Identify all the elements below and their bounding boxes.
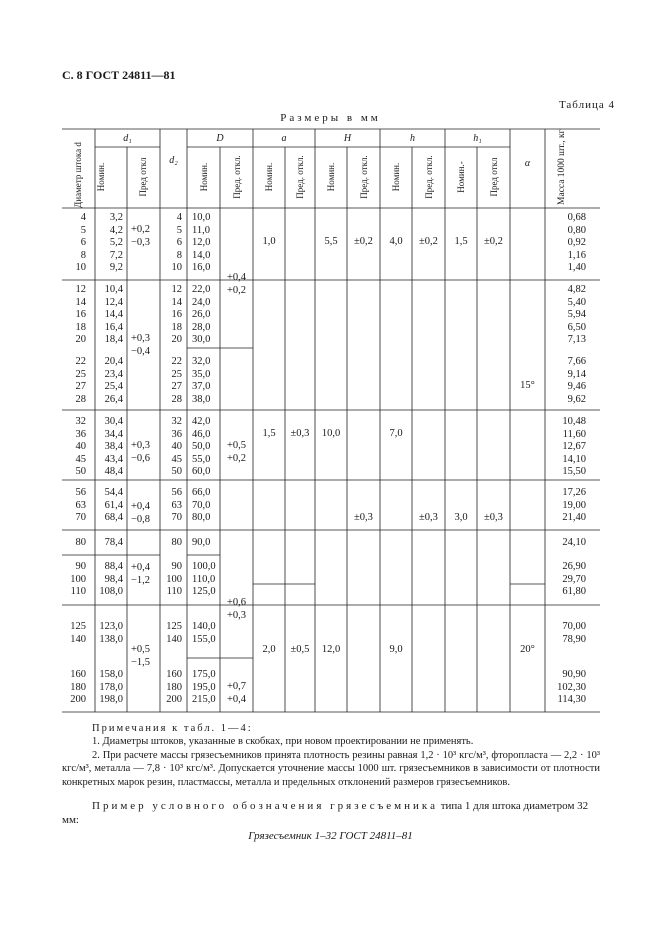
cell-h-tol: ±0,3 xyxy=(419,512,438,523)
col-header-h-tol: Пред. откл. xyxy=(424,155,434,199)
cell-d: 32 36 40 45 50 xyxy=(75,416,86,478)
cell-mass: 24,10 xyxy=(562,537,586,548)
cell-d: 80 xyxy=(75,537,86,548)
notes-title: Примечания к табл. 1—4: xyxy=(92,723,253,734)
col-header-h-nom: Номин. xyxy=(391,162,401,192)
col-header-a-tol: Пред. откл. xyxy=(295,155,305,199)
page-header: С. 8 ГОСТ 24811—81 xyxy=(62,68,176,82)
cell-d1-tol: +0,2 −0,3 xyxy=(131,224,151,248)
cell-h1-nom: 1,5 xyxy=(454,236,468,247)
table-label: Таблица 4 xyxy=(558,99,615,111)
cell-H-tol: ±0,3 xyxy=(354,512,373,523)
col-header-mass: Масса 1000 шт., кг xyxy=(557,129,567,205)
cell-D: 42,0 46,0 50,0 55,0 60,0 xyxy=(192,416,211,478)
col-header-D-tol: Пред. откл. xyxy=(232,155,242,199)
cell-h-nom: 9,0 xyxy=(389,644,403,655)
cell-d1: 54,4 61,4 68,4 xyxy=(104,487,123,524)
cell-a-tol: ±0,3 xyxy=(290,428,310,439)
cell-d1: 20,4 23,4 25,4 26,4 xyxy=(104,356,123,405)
cell-d1: 78,4 xyxy=(104,537,123,548)
cell-d: 56 63 70 xyxy=(75,487,86,524)
example-rest: типа 1 для штока диаметром 32 мм: xyxy=(62,800,589,826)
cell-d1: 123,0 138,0 xyxy=(99,621,123,645)
cell-d1: 158,0 178,0 198,0 xyxy=(99,669,123,706)
cell-D: 100,0 110,0 125,0 xyxy=(192,561,216,598)
cell-D-tol: +0,5 +0,2 xyxy=(227,440,247,464)
col-header-H-nom: Номин. xyxy=(326,162,336,192)
cell-h-nom: 4,0 xyxy=(389,236,403,247)
units-label: Размеры в мм xyxy=(280,112,381,124)
cell-d: 90 100 110 xyxy=(70,561,86,598)
cell-h-tol: ±0,2 xyxy=(419,236,438,247)
cell-d: 160 180 200 xyxy=(70,669,86,706)
col-header-H-tol: Пред. откл. xyxy=(359,155,369,199)
cell-mass: 0,68 0,80 0,92 1,16 1,40 xyxy=(567,212,586,274)
col-header-h1-nom: Номин.- xyxy=(456,161,466,193)
cell-d2: 56 63 70 xyxy=(171,487,182,524)
cell-D: 175,0 195,0 215,0 xyxy=(192,669,216,706)
cell-D: 22,0 24,0 26,0 28,0 30,0 xyxy=(192,284,211,346)
cell-D: 66,0 70,0 80,0 xyxy=(192,487,211,524)
col-header-a: a xyxy=(281,133,287,144)
cell-H-nom: 5,5 xyxy=(324,236,338,247)
cell-d1: 88,4 98,4 108,0 xyxy=(99,561,123,598)
cell-a-tol: ±0,5 xyxy=(290,644,310,655)
cell-d2: 80 xyxy=(171,537,182,548)
cell-mass: 4,82 5,40 5,94 6,50 7,13 xyxy=(567,284,586,346)
cell-d1-tol: +0,5 −1,5 xyxy=(131,644,151,668)
cell-h-nom: 7,0 xyxy=(389,428,403,439)
note-2: 2. При расчете массы грязесъемников принята плотность резины равная 1,2 · 10³ кгс/м³, фторопласта — 2,2 · 10³ кгс/м³, металла — 7,8 · 10³ кгс/м³. Допускается уточнение массы 1000 шт. грязесъемников в зависимости от плотности конкретных марок резин, пластмассы, металла и предельных отклонений размеров грязесъемников. xyxy=(62,749,600,788)
col-header-d2: d₂ xyxy=(169,155,178,166)
cell-d: 4 5 6 8 10 xyxy=(75,212,86,274)
col-header-d1-nom: Номин. xyxy=(96,162,106,192)
cell-H-tol: ±0,2 xyxy=(354,236,373,247)
cell-d2: 90 100 110 xyxy=(166,561,182,598)
cell-D-tol: +0,6 +0,3 xyxy=(227,597,247,621)
cell-d1-tol: +0,3 −0,6 xyxy=(131,440,151,464)
designation-code: Грязесъемник 1–32 ГОСТ 24811–81 xyxy=(248,830,413,842)
col-header-h1-tol: Пред откл xyxy=(489,157,499,197)
example-lead: Пример условного обозначения грязесъемника xyxy=(92,800,438,812)
cell-D: 32,0 35,0 37,0 38,0 xyxy=(192,356,211,405)
cell-a-nom: 2,0 xyxy=(262,644,276,655)
cell-d1-tol: +0,4 −1,2 xyxy=(131,562,151,586)
cell-d2: 12 14 16 18 20 xyxy=(171,284,182,346)
cell-d1-tol: +0,3 −0,4 xyxy=(131,333,151,357)
cell-a-nom: 1,0 xyxy=(262,236,276,247)
cell-h1-nom: 3,0 xyxy=(454,512,468,523)
col-header-d1: d₁ xyxy=(123,133,132,144)
cell-alpha: 15° xyxy=(520,380,535,391)
cell-d2: 22 25 27 28 xyxy=(171,356,182,405)
col-header-h1: h₁ xyxy=(473,133,482,144)
designation-example xyxy=(62,800,600,827)
col-header-a-nom: Номин. xyxy=(264,162,274,192)
cell-d2: 160 180 200 xyxy=(166,669,182,706)
cell-d2: 32 36 40 45 50 xyxy=(171,416,182,478)
cell-D: 10,0 11,0 12,0 14,0 16,0 xyxy=(192,212,211,274)
cell-D-tol: +0,4 +0,2 xyxy=(227,272,247,296)
cell-alpha: 20° xyxy=(520,644,535,655)
cell-d1-tol: +0,4 −0,8 xyxy=(131,501,151,525)
cell-D: 90,0 xyxy=(192,537,211,548)
cell-d2: 4 5 6 8 10 xyxy=(171,212,182,274)
table-notes xyxy=(62,722,600,789)
cell-d1: 10,4 12,4 14,4 16,4 18,4 xyxy=(104,284,123,346)
col-header-D: D xyxy=(216,133,224,144)
cell-mass: 7,66 9,14 9,46 9,62 xyxy=(567,356,586,405)
cell-mass: 90,90 102,30 114,30 xyxy=(557,669,586,706)
col-header-H: H xyxy=(343,133,352,144)
cell-H-nom: 10,0 xyxy=(321,428,341,439)
cell-h1-tol: ±0,2 xyxy=(484,236,503,247)
cell-d: 125 140 xyxy=(70,621,86,645)
cell-mass: 17,26 19,00 21,40 xyxy=(562,487,586,524)
cell-d1: 3,2 4,2 5,2 7,2 9,2 xyxy=(109,212,123,274)
note-1: 1. Диаметры штоков, указанные в скобках, при новом проектировании не применять. xyxy=(92,736,474,748)
cell-mass: 10,48 11,60 12,67 14,10 15,50 xyxy=(562,416,586,478)
cell-h1-tol: ±0,3 xyxy=(484,512,503,523)
cell-mass: 26,90 29,70 61,80 xyxy=(562,561,586,598)
col-header-h: h xyxy=(410,133,415,144)
col-header-D-nom: Номин. xyxy=(199,162,209,192)
cell-D-tol: +0,7 +0,4 xyxy=(227,681,247,705)
cell-mass: 70,00 78,90 xyxy=(562,621,586,645)
col-header-d1-tol: Пред откл xyxy=(138,157,148,197)
cell-d1: 30,4 34,4 38,4 43,4 48,4 xyxy=(104,416,123,478)
col-header-d: Диаметр штока d xyxy=(73,142,83,208)
cell-d: 22 25 27 28 xyxy=(75,356,86,405)
cell-d2: 125 140 xyxy=(166,621,182,645)
cell-a-nom: 1,5 xyxy=(262,428,276,439)
col-header-alpha: α xyxy=(524,158,531,169)
cell-d: 12 14 16 18 20 xyxy=(75,284,86,346)
cell-H-nom: 12,0 xyxy=(321,644,341,655)
cell-D: 140,0 155,0 xyxy=(192,621,216,645)
